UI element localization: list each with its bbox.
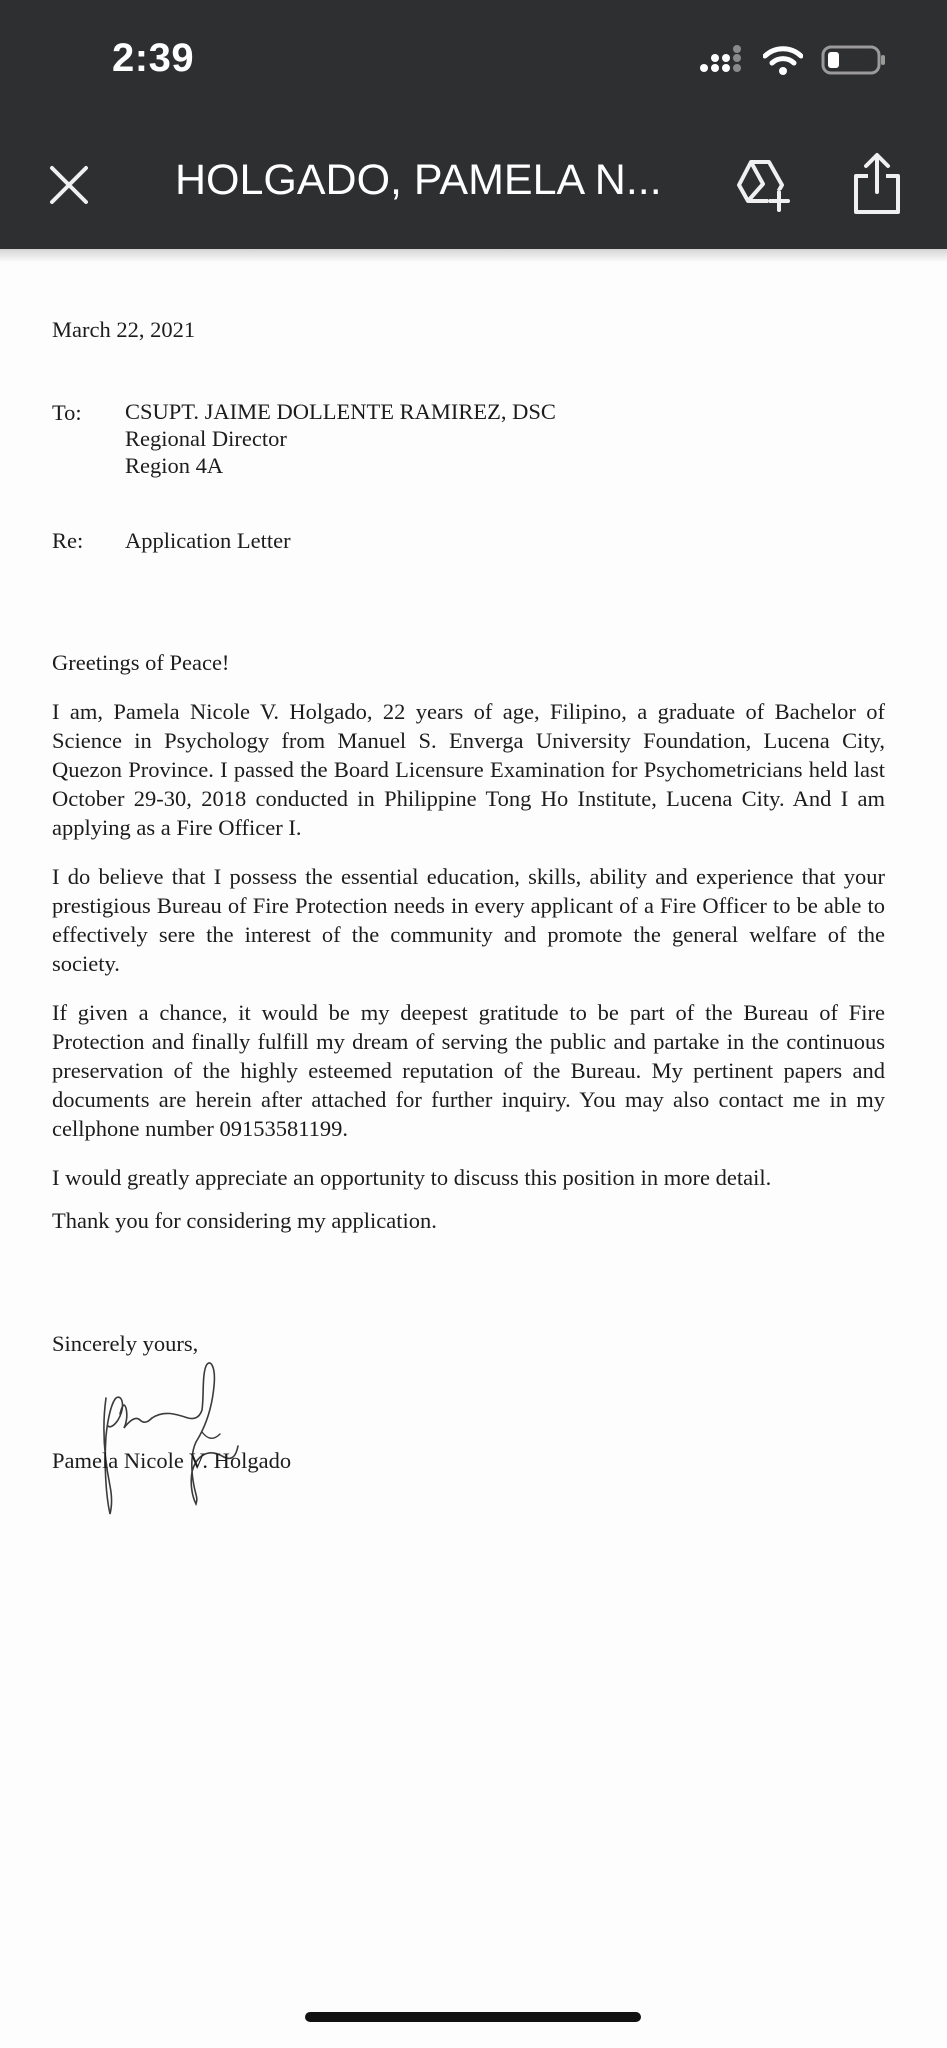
topbar-shadow	[0, 249, 947, 263]
body-paragraph-thanks: Thank you for considering my application.	[52, 1208, 437, 1233]
top-bar	[0, 0, 947, 249]
recipient-block	[52, 398, 885, 479]
share-icon[interactable]	[848, 150, 906, 218]
close-icon[interactable]	[44, 160, 94, 210]
status-icons	[699, 44, 887, 76]
home-indicator[interactable]	[305, 2012, 641, 2022]
body-paragraph-qualifications: I do believe that I possess the essential education, skills, ability and experience that your prestigious Bureau of Fire Protection needs in every applicant of a Fire Officer to be able to effectively sere the interest of the community and promote the general welfare of the society.	[52, 864, 885, 976]
subject-text: Application Letter	[125, 528, 291, 553]
recipient-name: CSUPT. JAIME DOLLENTE RAMIREZ, DSC	[125, 399, 556, 424]
recipient-position: Regional Director	[125, 426, 287, 451]
status-time: 2:39	[112, 36, 195, 80]
body-paragraph-contact: If given a chance, it would be my deepest gratitude to be part of the Bureau of Fire Protection and finally fulfill my dream of serving the public and partake in the continuous preservation of the highly esteemed reputation of the Bureau. My pertinent papers and documents are herein after attached for further inquiry. You may also contact me in my cellphone number 09153581199.	[52, 1000, 885, 1141]
document-title: HOLGADO, PAMELA N...	[175, 156, 662, 204]
nav-row	[0, 140, 947, 230]
body-paragraph-intro: I am, Pamela Nicole V. Holgado, 22 years of age, Filipino, a graduate of Bachelor of Science in Psychology from Manuel S. Enverga University Foundation, Lucena City, Quezon Province. I passed the Board Licensure Examination for Psychometricians held last October 29-30, 2018 conducted in Philippine Tong Ho Institute, Lucena City. And I am applying as a Fire Officer I.	[52, 699, 885, 840]
add-to-drive-icon[interactable]	[730, 154, 792, 216]
signer-name: Pamela Nicole V. Holgado	[52, 1448, 292, 1473]
document-page[interactable]	[0, 263, 947, 2048]
body-paragraph-request: I would greatly appreciate an opportunity to discuss this position in more detail.	[52, 1165, 772, 1190]
greeting: Greetings of Peace!	[52, 650, 230, 675]
closing: Sincerely yours,	[52, 1331, 199, 1356]
recipient-region: Region 4A	[125, 453, 224, 478]
signal-icon	[699, 45, 745, 75]
recipient-address	[125, 398, 556, 479]
re-label: Re:	[52, 528, 84, 553]
signature-block	[52, 1446, 885, 1486]
letter-date: March 22, 2021	[52, 317, 196, 342]
subject-block	[52, 526, 885, 555]
battery-icon	[821, 44, 887, 76]
handwritten-signature	[92, 1336, 262, 1526]
wifi-icon	[763, 45, 803, 75]
to-label: To:	[52, 400, 82, 425]
letter	[52, 315, 885, 1486]
